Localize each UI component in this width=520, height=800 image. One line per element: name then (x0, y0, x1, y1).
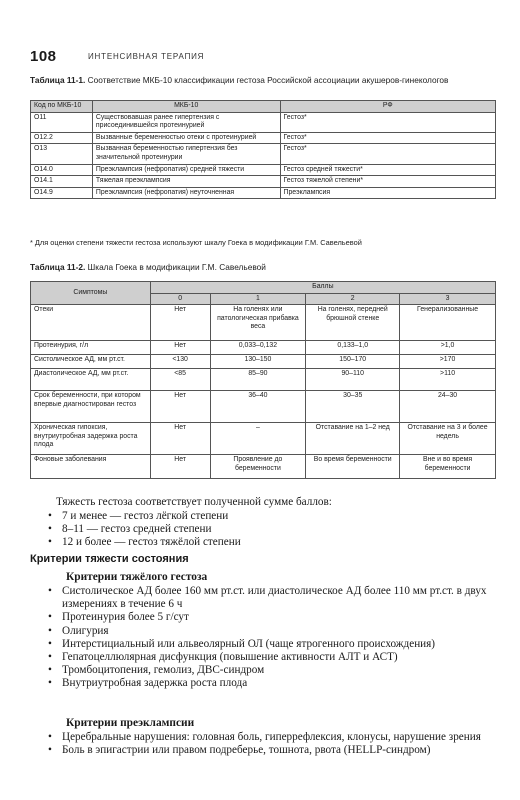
table-row (31, 455, 496, 479)
bullet-icon: • (48, 510, 52, 522)
bullet-icon: • (48, 585, 52, 597)
list-item: • Церебральные нарушения: головная боль, гиперрефлексия, клонусы, нарушение зрения (48, 731, 481, 743)
bullet-icon: • (48, 651, 52, 664)
table-cell: Преэклампсия (нефропатия) средней тяжести (92, 164, 280, 176)
table-cell: Нет (150, 423, 210, 455)
table-cell: 0,133–1,0 (306, 341, 400, 355)
subtitle-severe-gestosis: Критерии тяжёлого гестоза (66, 571, 208, 583)
severity-intro: Тяжесть гестоза соответствует полученной сумме баллов: (56, 496, 332, 508)
section-title-criteria: Критерии тяжести состояния (30, 553, 189, 565)
table-cell: Вызванные беременностью отеки с протеинурией (92, 132, 280, 144)
table-cell: 36–40 (210, 391, 306, 423)
table1-footnote: * Для оценки степени тяжести гестоза используют шкалу Гоека в модификации Г.М. Савельевой (30, 238, 362, 247)
bullet-icon: • (48, 731, 52, 743)
table-cell: Вызванная беременностью гипертензия без значительной протеинурии (92, 144, 280, 164)
bullet-icon: • (48, 664, 52, 677)
table-cell: O11 (31, 112, 93, 132)
table-cell: Протеинурия, г/л (31, 341, 151, 355)
subtitle-preeclampsia: Критерии преэклампсии (66, 717, 195, 729)
table2-caption (30, 262, 266, 273)
table-row (31, 391, 496, 423)
table2-score-2: 2 (306, 293, 400, 305)
table-cell: 30–35 (306, 391, 400, 423)
table-cell: Генерализованные (400, 305, 496, 341)
severe-criteria-list (46, 585, 498, 691)
table-cell: Нет (150, 341, 210, 355)
bullet-icon: • (48, 744, 52, 757)
table1-header-code: Код по МКБ-10 (31, 101, 93, 113)
table-cell: Существовавшая ранее гипертензия с присоединившейся протеинурией (92, 112, 280, 132)
table-row (31, 423, 496, 455)
table-cell: <85 (150, 369, 210, 391)
list-item: • 7 и менее — гестоз лёгкой степени (48, 510, 229, 522)
table2-header-row (31, 282, 496, 294)
bullet-icon: • (48, 523, 52, 536)
list-item: • Интерстициальный или альвеолярный ОЛ (чаще ятрогенного происхождения) (48, 637, 436, 650)
table-cell: >110 (400, 369, 496, 391)
bullet-icon: • (48, 637, 52, 650)
table-cell: Гестоз тяжелой степени* (280, 176, 496, 188)
table1-caption-text: Соответствие МКБ-10 классификации гестоза Российской ассоциации акушеров-гинекологов (87, 75, 449, 85)
table-row (31, 355, 496, 369)
table-row (31, 176, 496, 188)
list-item: • Протеинурия более 5 г/сут (48, 611, 189, 624)
running-head: ИНТЕНСИВНАЯ ТЕРАПИЯ (88, 52, 205, 61)
table-row (31, 187, 496, 199)
table-cell: Гестоз* (280, 112, 496, 132)
bullet-icon: • (48, 677, 52, 690)
list-item: • 12 и более — гестоз тяжёлой степени (48, 536, 241, 549)
table-cell: Гестоз* (280, 132, 496, 144)
list-item: • Тромбоцитопения, гемолиз, ДВС-синдром (48, 664, 265, 677)
table-cell: 150–170 (306, 355, 400, 369)
table-row (31, 305, 496, 341)
table-cell: На голенях или патологическая прибавка веса (210, 305, 306, 341)
table1-header-rf: РФ (280, 101, 496, 113)
table-cell: O13 (31, 144, 93, 164)
table-cell: Гестоз средней тяжести* (280, 164, 496, 176)
table-cell: 90–110 (306, 369, 400, 391)
list-item: • 8–11 — гестоз средней степени (48, 523, 212, 536)
bullet-icon: • (48, 611, 52, 624)
table-cell: Нет (150, 391, 210, 423)
table-cell: Срок беременности, при котором впервые диагностирован гестоз (31, 391, 151, 423)
table-row (31, 369, 496, 391)
table-cell: На голенях, передней брюшной стенке (306, 305, 400, 341)
table1-header-icd: МКБ-10 (92, 101, 280, 113)
table-cell: Отставание на 3 и более недель (400, 423, 496, 455)
table-cell: Отеки (31, 305, 151, 341)
table-row (31, 164, 496, 176)
table-cell: <130 (150, 355, 210, 369)
page-header (30, 48, 495, 70)
table1-caption (30, 75, 495, 86)
table-cell: Преэклампсия (280, 187, 496, 199)
table-cell: O14.1 (31, 176, 93, 188)
table1-caption-label: Таблица 11-1. (30, 75, 86, 85)
bullet-icon: • (48, 624, 52, 637)
table-cell: Хроническая гипоксия, внутриутробная задержка роста плода (31, 423, 151, 455)
table-cell: 0,033–0,132 (210, 341, 306, 355)
table-cell: Тяжелая преэклампсия (92, 176, 280, 188)
table-cell: >1,0 (400, 341, 496, 355)
table-cell: Проявление до беременности (210, 455, 306, 479)
table-cell: Систолическое АД, мм рт.ст. (31, 355, 151, 369)
table-cell: Во время беременности (306, 455, 400, 479)
table2-score-0: 0 (150, 293, 210, 305)
table-cell: O14.0 (31, 164, 93, 176)
table-cell: 85–90 (210, 369, 306, 391)
table-cell: Фоновые заболевания (31, 455, 151, 479)
severity-list (46, 510, 498, 550)
table2-caption-text: Шкала Гоека в модификации Г.М. Савельевой (87, 262, 266, 272)
table-icd10-classification (30, 100, 496, 199)
table2-header-symptoms: Симптомы (31, 282, 151, 305)
table-row (31, 144, 496, 164)
table1-header-row (31, 101, 496, 113)
table-row (31, 112, 496, 132)
table-cell: Вне и во время беременности (400, 455, 496, 479)
table-goek-scale (30, 281, 496, 479)
table2-score-1: 1 (210, 293, 306, 305)
bullet-icon: • (48, 536, 52, 549)
table-cell: O12.2 (31, 132, 93, 144)
list-item: • Внутриутробная задержка роста плода (48, 677, 248, 690)
table-cell: Нет (150, 455, 210, 479)
list-item: • Боль в эпигастрии или правом подреберье, тошнота, рвота (HELLP-синдром) (48, 744, 431, 757)
table-cell: Диастолическое АД, мм рт.ст. (31, 369, 151, 391)
table-cell: Преэклампсия (нефропатия) неуточненная (92, 187, 280, 199)
list-item: • Систолическое АД более 160 мм рт.ст. или диастолическое АД более 110 мм рт.ст. в двух измерениях в течение 6 ч (48, 585, 487, 611)
table-cell: Нет (150, 305, 210, 341)
page-number: 108 (30, 48, 57, 65)
table-row (31, 132, 496, 144)
table2-score-3: 3 (400, 293, 496, 305)
table-cell: 24–30 (400, 391, 496, 423)
table-cell: O14.9 (31, 187, 93, 199)
table-row (31, 341, 496, 355)
table-cell: Отставание на 1–2 нед (306, 423, 400, 455)
list-item: • Гепатоцеллюлярная дисфункция (повышение активности АЛТ и АСТ) (48, 651, 398, 664)
table2-header-scores: Баллы (150, 282, 495, 294)
table2-caption-label: Таблица 11-2. (30, 262, 86, 272)
table-cell: Гестоз* (280, 144, 496, 164)
preeclampsia-criteria-list (46, 731, 498, 757)
list-item: • Олигурия (48, 624, 109, 637)
table-cell: >170 (400, 355, 496, 369)
table-cell: 130–150 (210, 355, 306, 369)
table-cell: – (210, 423, 306, 455)
